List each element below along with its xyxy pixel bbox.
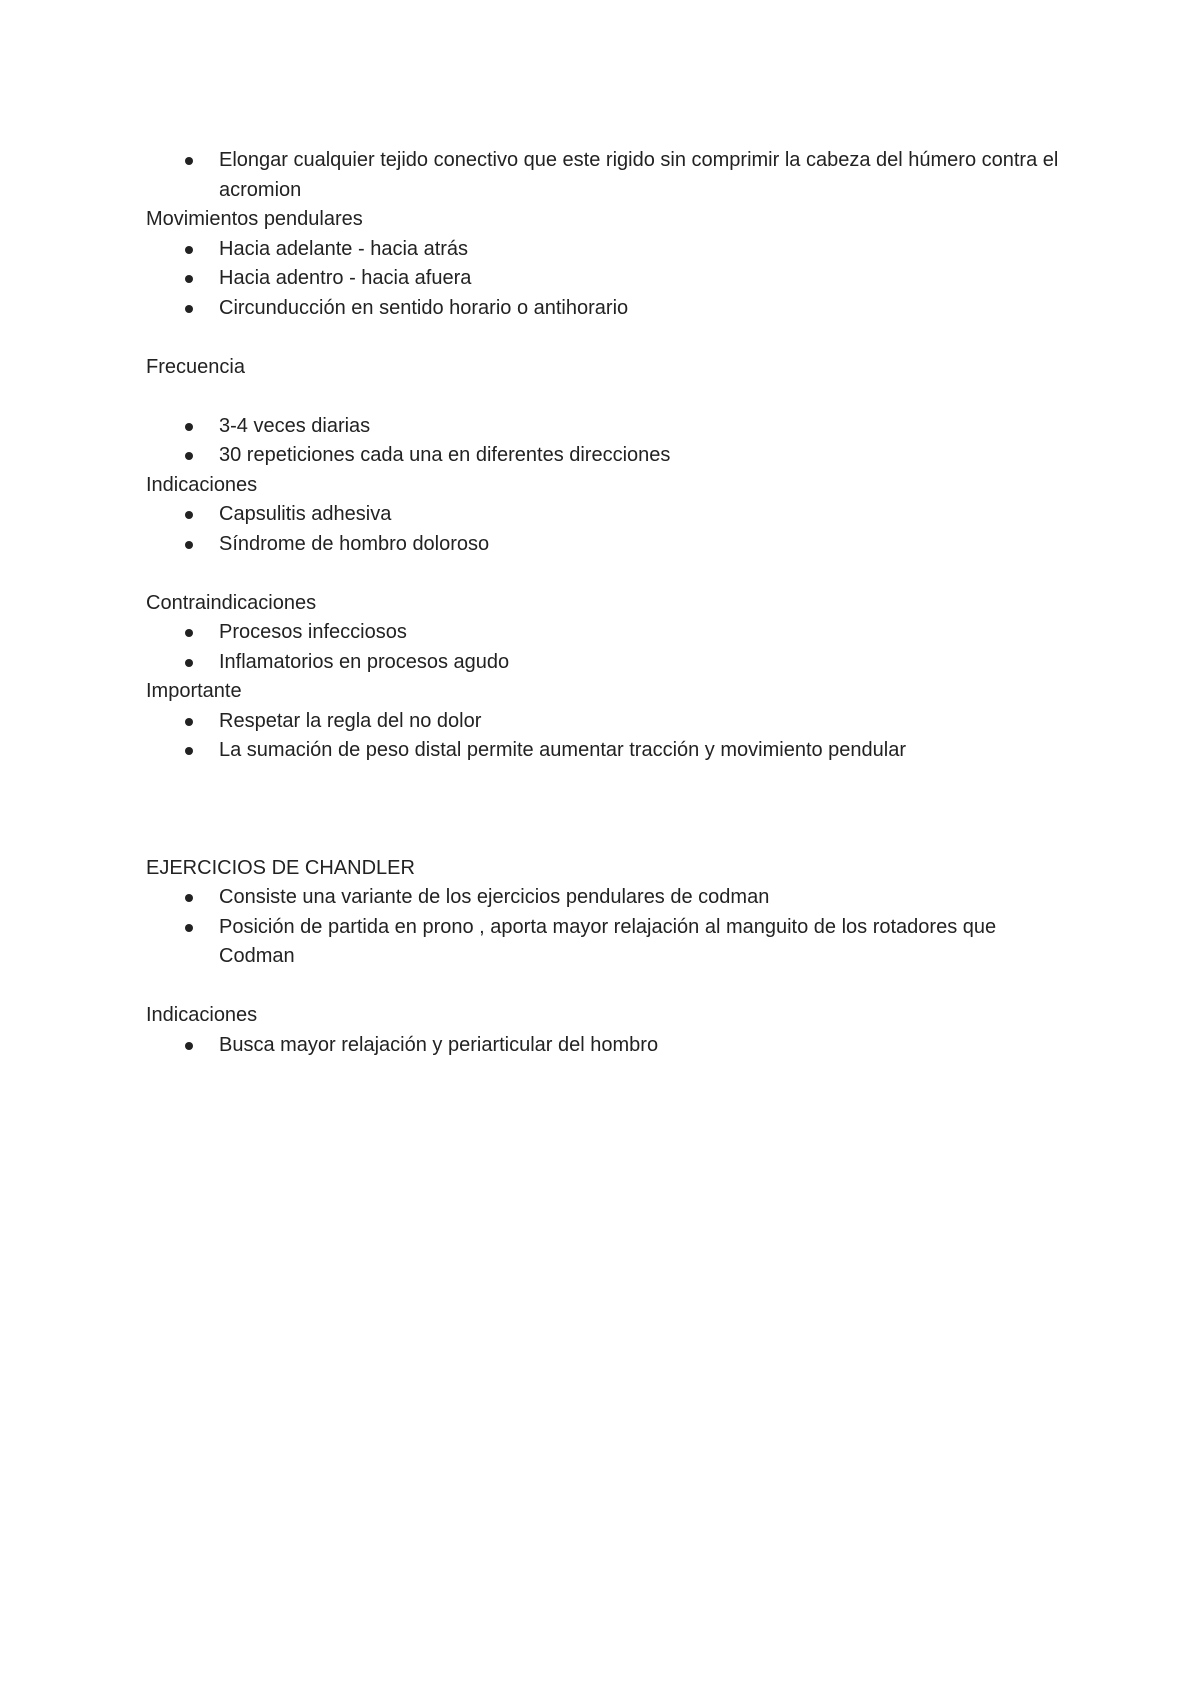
section-label-importante: Importante (146, 680, 242, 702)
movimientos-list (146, 235, 1066, 324)
list-item (146, 500, 1066, 530)
list-item-text: Busca mayor relajación y periarticular del hombro (219, 1033, 659, 1056)
bullet-icon (185, 157, 193, 165)
list-item (146, 146, 1066, 205)
spacer (146, 323, 1066, 353)
section-label-indicaciones-chandler: Indicaciones (146, 1004, 258, 1026)
spacer (146, 559, 1066, 589)
list-item-text: La sumación de peso distal permite aumentar tracción y movimiento pendular (219, 739, 907, 761)
indicaciones-list (146, 500, 1066, 559)
list-item (146, 441, 1066, 471)
bullet-icon (185, 629, 193, 637)
contraindicaciones-list (146, 618, 1066, 677)
list-item-text: 30 repeticiones cada una en diferentes direcciones (219, 444, 671, 466)
spacer (146, 382, 1066, 412)
list-item (146, 264, 1066, 294)
list-item (146, 913, 1066, 972)
bullet-icon (185, 894, 193, 902)
list-item (146, 530, 1066, 560)
bullet-icon (185, 423, 193, 431)
bullet-icon (185, 541, 193, 549)
intro-list (146, 146, 1066, 205)
list-item-text: Inflamatorios en procesos agudo (219, 650, 510, 673)
list-item (146, 883, 1066, 913)
bullet-icon (185, 659, 193, 667)
section-label-frecuencia: Frecuencia (146, 355, 245, 378)
list-item-text: Síndrome de hombro doloroso (219, 532, 490, 555)
document-page (146, 146, 1066, 1060)
bullet-icon (185, 305, 193, 313)
chandler-list (146, 883, 1066, 972)
indicaciones-chandler-list (146, 1031, 1066, 1061)
bullet-icon (185, 924, 193, 932)
list-item-text: Capsulitis adhesiva (219, 503, 392, 525)
list-item (146, 648, 1066, 678)
list-item (146, 1031, 1066, 1061)
list-item (146, 736, 1066, 766)
list-item-text: Consiste una variante de los ejercicios pendulares de codman (219, 886, 770, 908)
list-item (146, 707, 1066, 737)
list-item-text: Elongar cualquier tejido conectivo que este rigido sin comprimir la cabeza del húmero contra el acromion (219, 149, 1059, 201)
list-item-text: Circunducción en sentido horario o antihorario (219, 296, 629, 319)
bullet-icon (185, 511, 193, 519)
bullet-icon (185, 747, 193, 755)
list-item-text: Posición de partida en prono , aporta mayor relajación al manguito de los rotadores que Codman (219, 915, 997, 967)
section-label-indicaciones: Indicaciones (146, 473, 258, 496)
list-item (146, 294, 1066, 324)
spacer (146, 766, 1066, 854)
section-label-movimientos: Movimientos pendulares (146, 208, 363, 230)
list-item-text: Hacia adelante - hacia atrás (219, 237, 469, 260)
importante-list (146, 707, 1066, 766)
bullet-icon (185, 718, 193, 726)
list-item-text: Respetar la regla del no dolor (219, 709, 482, 732)
list-item (146, 412, 1066, 442)
section-label-contraindicaciones: Contraindicaciones (146, 591, 317, 614)
bullet-icon (185, 275, 193, 283)
bullet-icon (185, 1042, 193, 1050)
list-item (146, 618, 1066, 648)
list-item-text: 3-4 veces diarias (219, 414, 371, 437)
list-item-text: Procesos infecciosos (219, 621, 407, 643)
list-item (146, 235, 1066, 265)
bullet-icon (185, 452, 193, 460)
frecuencia-list (146, 412, 1066, 471)
bullet-icon (185, 246, 193, 254)
list-item-text: Hacia adentro - hacia afuera (219, 267, 472, 289)
section-heading-chandler: EJERCICIOS DE CHANDLER (146, 856, 415, 879)
spacer (146, 972, 1066, 1002)
